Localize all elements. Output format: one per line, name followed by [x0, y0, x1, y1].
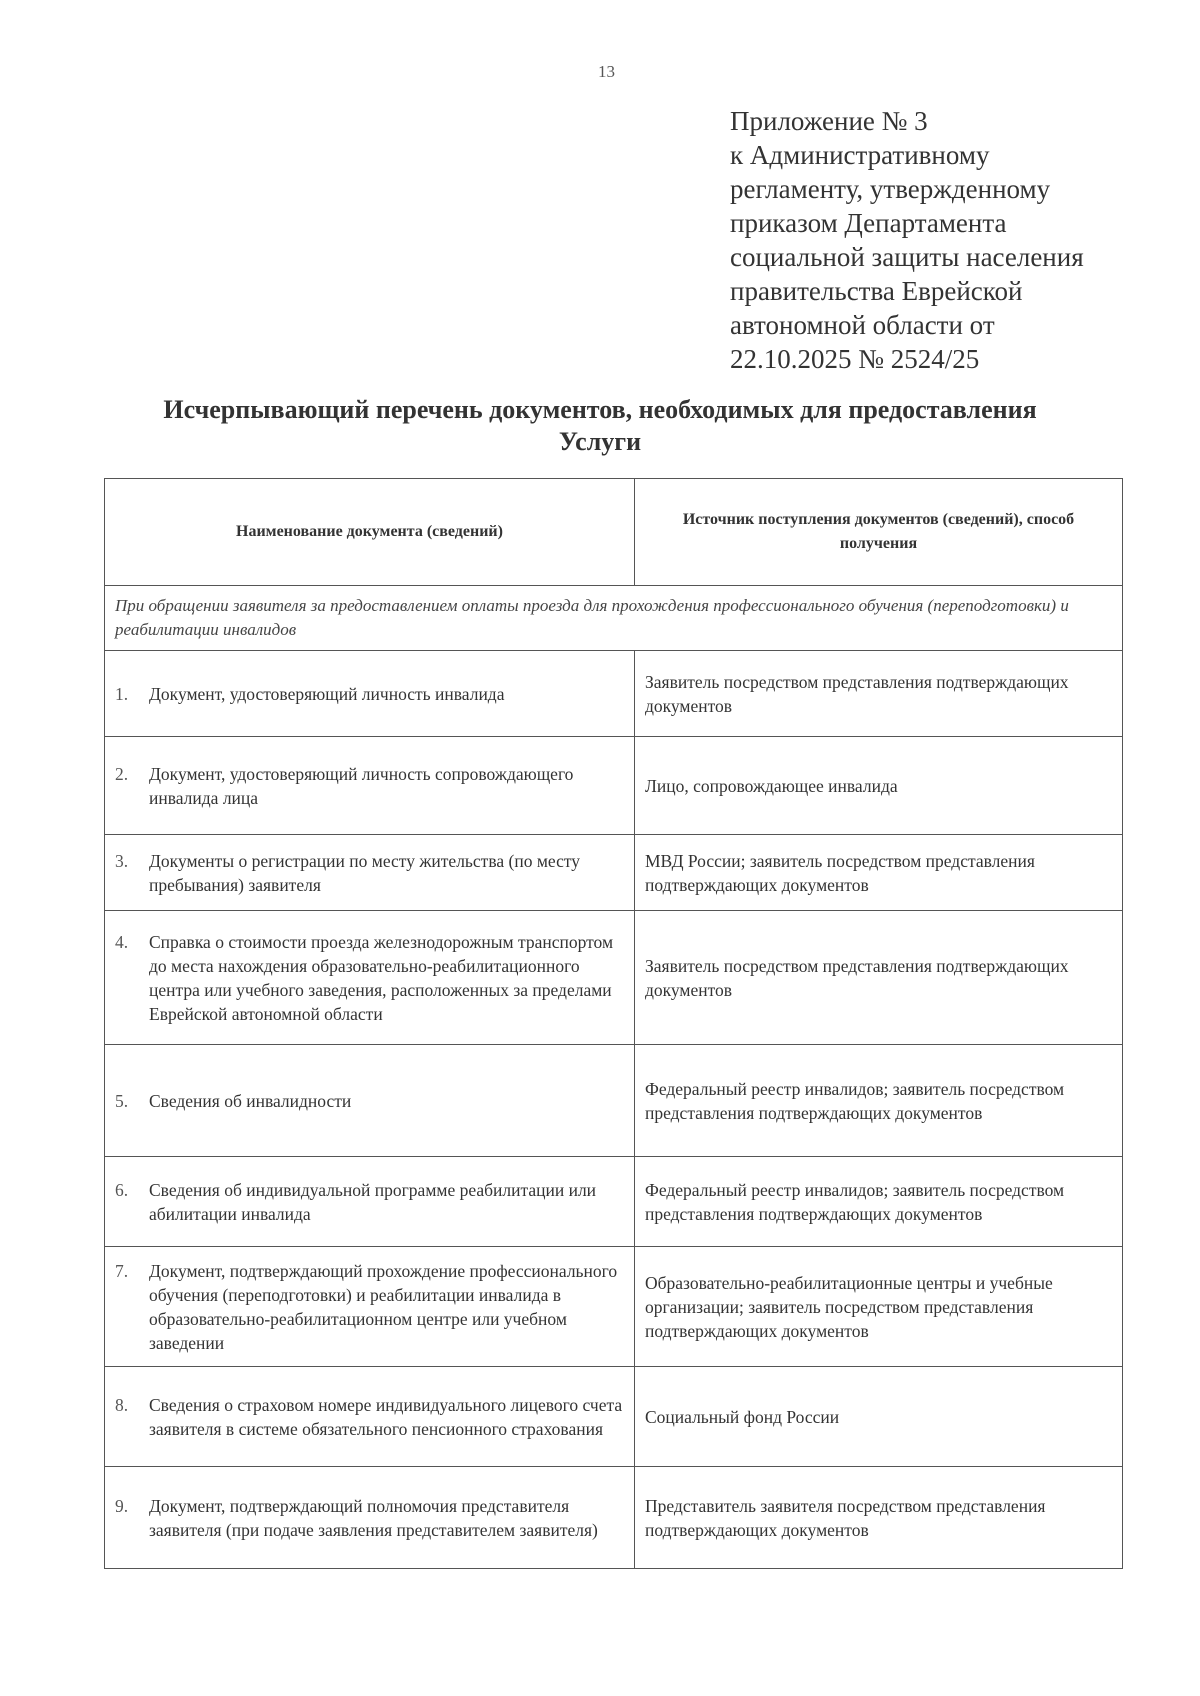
table-row	[105, 1045, 1123, 1157]
document-name: Документ, подтверждающий прохождение профессионального обучения (переподготовки) и реабилитации инвалида в образовательно-реабилитационном центре или учебном заведении	[149, 1260, 618, 1353]
appendix-line: правительства Еврейской	[730, 276, 1023, 306]
table-row	[105, 1467, 1123, 1569]
document-name-cell	[105, 1045, 635, 1157]
header-document-source: Источник поступления документов (сведений), способ получения	[635, 479, 1123, 586]
table-row	[105, 911, 1123, 1045]
table-row	[105, 737, 1123, 835]
row-number: 7.	[115, 1260, 129, 1281]
document-source: Федеральный реестр инвалидов; заявитель посредством представления подтверждающих документов	[635, 1045, 1123, 1157]
document-name: Документ, удостоверяющий личность сопровождающего инвалида лица	[149, 763, 574, 808]
page-number: 13	[598, 62, 615, 81]
document-name: Справка о стоимости проезда железнодорожным транспортом до места нахождения образовательно-реабилитационного центра или учебного заведения, расположенных за пределами Еврейской автономной области	[149, 931, 614, 1024]
document-source: Лицо, сопровождающее инвалида	[635, 737, 1123, 835]
document-name-cell	[105, 651, 635, 737]
document-name-cell	[105, 1367, 635, 1467]
document-name-cell	[105, 737, 635, 835]
document-name-cell	[105, 835, 635, 911]
row-number: 2.	[115, 763, 129, 784]
appendix-block	[730, 104, 1170, 376]
row-number: 8.	[115, 1394, 129, 1415]
document-title	[100, 394, 1100, 458]
table-row	[105, 1367, 1123, 1467]
document-source: Федеральный реестр инвалидов; заявитель посредством представления подтверждающих документов	[635, 1157, 1123, 1247]
document-name-cell	[105, 911, 635, 1045]
appendix-line: 22.10.2025 № 2524/25	[730, 344, 980, 374]
document-source: Заявитель посредством представления подтверждающих документов	[635, 651, 1123, 737]
row-number: 4.	[115, 931, 129, 952]
documents-table	[104, 478, 1123, 1569]
row-number: 6.	[115, 1179, 129, 1200]
section-caption: При обращении заявителя за предоставлением оплаты проезда для прохождения профессионального обучения (переподготовки) и реабилитации инвалидов	[105, 586, 1123, 651]
row-number: 3.	[115, 850, 129, 871]
document-name: Документ, подтверждающий полномочия представителя заявителя (при подаче заявления представителем заявителя)	[149, 1495, 598, 1540]
appendix-line: к Административному	[730, 140, 990, 170]
header-document-name: Наименование документа (сведений)	[105, 479, 635, 586]
appendix-line: автономной области от	[730, 310, 995, 340]
row-number: 1.	[115, 683, 129, 704]
document-name-cell	[105, 1247, 635, 1367]
document-name: Документ, удостоверяющий личность инвалида	[149, 683, 505, 704]
table-header-row	[105, 479, 1123, 586]
document-name: Сведения об инвалидности	[149, 1090, 352, 1111]
table-row	[105, 1247, 1123, 1367]
document-name: Сведения о страховом номере индивидуального лицевого счета заявителя в системе обязательного пенсионного страхования	[149, 1394, 623, 1439]
document-name: Сведения об индивидуальной программе реабилитации или абилитации инвалида	[149, 1179, 597, 1224]
row-number: 9.	[115, 1495, 129, 1516]
table-row	[105, 1157, 1123, 1247]
document-title-line-1: Исчерпывающий перечень документов, необходимых для предоставления	[163, 395, 1037, 424]
document-name-cell	[105, 1467, 635, 1569]
appendix-line: Приложение № 3	[730, 106, 928, 136]
appendix-line: приказом Департамента	[730, 208, 1007, 238]
document-source: Образовательно-реабилитационные центры и учебные организации; заявитель посредством представления подтверждающих документов	[635, 1247, 1123, 1367]
table-row	[105, 835, 1123, 911]
table-row	[105, 651, 1123, 737]
document-source: МВД России; заявитель посредством представления подтверждающих документов	[635, 835, 1123, 911]
document-name: Документы о регистрации по месту жительства (по месту пребывания) заявителя	[149, 850, 581, 895]
document-title-line-2: Услуги	[558, 427, 642, 456]
document-source: Социальный фонд России	[635, 1367, 1123, 1467]
row-number: 5.	[115, 1090, 129, 1111]
document-name-cell	[105, 1157, 635, 1247]
appendix-line: социальной защиты населения	[730, 242, 1084, 272]
section-row	[105, 586, 1123, 651]
document-source: Заявитель посредством представления подтверждающих документов	[635, 911, 1123, 1045]
appendix-line: регламенту, утвержденному	[730, 174, 1051, 204]
document-source: Представитель заявителя посредством представления подтверждающих документов	[635, 1467, 1123, 1569]
